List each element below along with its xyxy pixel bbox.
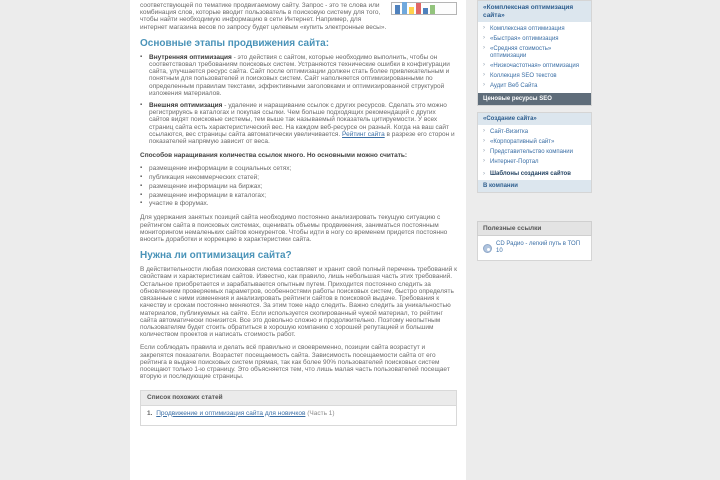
heading-need-optimization: Нужна ли оптимизация сайта? [140, 250, 292, 262]
sidebar-link[interactable]: «Корпоративный сайт» [490, 138, 555, 145]
stage-lead: Внутренняя оптимизация [149, 53, 232, 61]
promotion-stages-list [140, 54, 457, 145]
sidebar-item-templates[interactable] [478, 169, 591, 180]
related-articles-list [141, 406, 456, 425]
chart-bar [430, 5, 435, 14]
stage-internal-optimization [140, 54, 457, 97]
chart-bar [423, 8, 428, 14]
article-number: 1. [147, 409, 153, 417]
sidebar-site-creation-box [477, 112, 592, 193]
sidebar-item[interactable] [478, 71, 591, 81]
sidebar-link[interactable]: Коллекция SEO текстов [490, 72, 557, 79]
sidebar-item[interactable] [478, 34, 591, 44]
stage-lead: Внешняя оптимизация [149, 102, 223, 110]
complex-optimization-promo-link[interactable]: «Комплексная оптимизация сайта» [483, 4, 574, 19]
sidebar-link[interactable]: «Быстрая» оптимизация [490, 35, 559, 42]
chart-bar [416, 3, 421, 14]
intro-paragraph: соответствующей по тематике продвигаемому сайту. Запрос - это те слова или комбинация слов, которые вводит пользователь в поисковую систему для того, чтобы найти необходимую информацию в сети Интернет. Например, для интернет магазина весов по запросу будет целевым «купить электронные весы». [140, 2, 387, 31]
list-item: ▪ размещение информации на биржах; [140, 183, 457, 190]
sidebar-item[interactable] [478, 157, 591, 167]
chart-bar [409, 7, 414, 14]
main-content [130, 0, 466, 480]
sidebar-item[interactable] [478, 24, 591, 34]
need-paragraph-1: В действительности любая поисковая система составляет и хранит свой полный перечень требований к свойствам и характеристикам сайтов. Известно, как правило, лишь небольшая часть этих требований. Остальное приобретается и зарабатывается опытным путем. Приходится постоянно следить за обновлением проверяемых параметров, особенностями работы поисковых систем, быстро определять связанные с ними изменения и анализировать рейтинги сайтов в поисковой выдаче. Требования к качеству и срокам постоянно меняются. За этим тоже надо следить. Важно следить за уникальностью материалов, публикуемых на сайте. Если используется скопированный чужой материал, то рейтинг сайта автоматически понизится. Все это довольно сложно и продолжительно. Поэтому неопытным пользователям будет стоить обратиться в хорошую компанию с хорошей репутацией и большим количеством проектов и написать стоимость работ. [140, 266, 457, 339]
sidebar [477, 0, 592, 261]
related-article-link[interactable]: Продвижение и оптимизация сайта для новичков [156, 409, 306, 417]
sidebar-item[interactable] [478, 44, 591, 61]
list-item: ▪ публикация некоммерческих статей; [140, 174, 457, 181]
sidebar-item[interactable] [478, 137, 591, 147]
promotion-chart-image [391, 2, 457, 15]
sidebar-services-box [477, 0, 592, 106]
sidebar-link[interactable]: Аудит Веб Сайта [490, 82, 538, 89]
sidebar-link[interactable]: «Средняя стоимость» оптимизации [490, 45, 552, 59]
chart-bar [402, 2, 407, 14]
templates-link[interactable]: Шаблоны создания сайтов [490, 171, 571, 177]
sidebar-header-site-creation [478, 113, 591, 125]
need-paragraph-2: Если соблюдать правила и делать всё правильно и своевременно, позиции сайта возрастут и закрепятся показатели. Возрастет посещаемость сайта. Зависимость посещаемости сайта от его рейтинга в выдаче поисковых систем прямая, так как более 90% пользователей поисковых систем посещают только 1-ю страницу. Это объясняется тем, что лишь малая часть пользователей посещает вторую и последующие страницы. [140, 344, 450, 381]
related-articles-box [140, 390, 457, 425]
stage-text: - это действия с сайтом, которые необходимо выполнить, чтобы он соответствовал требованиям поисковых систем. Устраняются технические ошибки в конфигурации сайта, улучшается ресурс сайта. Сайт после оптимизации должен стать более привлекательным и понятным для пользователей и поисковых систем. Сайт наполняется оптимизированными по определенным правилам текстами, эффективными заголовками и оптимизированной структурой изложения материалов. [149, 53, 450, 97]
chart-bar [395, 5, 400, 14]
related-articles-title: Список похожих статей [141, 391, 456, 405]
stage-text: в разрезе его сторон и показателей напрямую зависит от веса. [149, 130, 455, 146]
sidebar-item[interactable] [478, 147, 591, 157]
sidebar-site-types-list [478, 125, 591, 169]
sidebar-item[interactable] [478, 81, 591, 91]
sidebar-item-seo-resources[interactable]: Ценовые ресурсы SEO [478, 93, 591, 105]
link-methods-intro: Способов наращивания количества ссылок много. Но основными можно считать: [140, 152, 408, 160]
article-note: (Часть 1) [307, 409, 335, 417]
useful-links-box [477, 236, 592, 261]
sidebar-link[interactable]: Представительство компании [490, 148, 573, 155]
useful-links-title: Полезные ссылки [477, 221, 592, 236]
sidebar-item[interactable] [478, 61, 591, 71]
sidebar-item[interactable] [478, 127, 591, 137]
list-item: ▪ размещение информации в социальных сетях; [140, 165, 457, 172]
monitoring-paragraph: Для удержания занятых позиций сайта необходимо постоянно анализировать текущую ситуацию с рейтингом сайта в поисковых системах, оценивать объемы продвижения, заниматься постоянным мониторингом немаленьких сайтов конкурентов. Чтобы идти в ногу со временем придется постоянно вносить доработки и коррекцию в характеристики сайта. [140, 214, 448, 244]
link-methods-list [140, 165, 457, 207]
company-link[interactable]: В компании [483, 182, 518, 189]
cd-disc-icon [483, 244, 492, 253]
list-item: ▪ размещение информации в каталогах; [140, 192, 457, 199]
sidebar-link[interactable]: Сайт-Визитка [490, 128, 529, 135]
sidebar-header-company [478, 180, 591, 192]
heading-promotion-stages: Основные этапы продвижения сайта: [140, 37, 330, 49]
sidebar-services-list [478, 22, 591, 93]
stage-external-optimization [140, 102, 457, 145]
stage-text: - удаление и наращивание ссылок с других ресурсов. Сделать это можно регистрируясь в каталогах и покупая ссылки. Чем больше подходящих рекомендаций с других сайтов видят поисковые системы, тем выше так называемый показатель цитируемости. У всех страниц сайта есть характеристический вес. На каждом веб-ресурсе он разный. Когда на ваш сайт ссылаются, вес страницы сайта автоматически увеличивается. [149, 102, 449, 138]
sidebar-link[interactable]: Комплексная оптимизация [490, 25, 565, 32]
site-creation-link[interactable]: «Создание сайта» [483, 115, 537, 122]
sidebar-promo [478, 1, 591, 22]
list-item: ▪ участие в форумах. [140, 200, 457, 207]
useful-link[interactable]: CD Радио - легкий путь в ТОП 10 [496, 241, 581, 254]
site-rating-link[interactable]: Рейтинг сайта [342, 130, 385, 138]
sidebar-link[interactable]: «Низкочастотная» оптимизация [490, 62, 579, 69]
sidebar-link[interactable]: Интернет-Портал [490, 158, 539, 165]
